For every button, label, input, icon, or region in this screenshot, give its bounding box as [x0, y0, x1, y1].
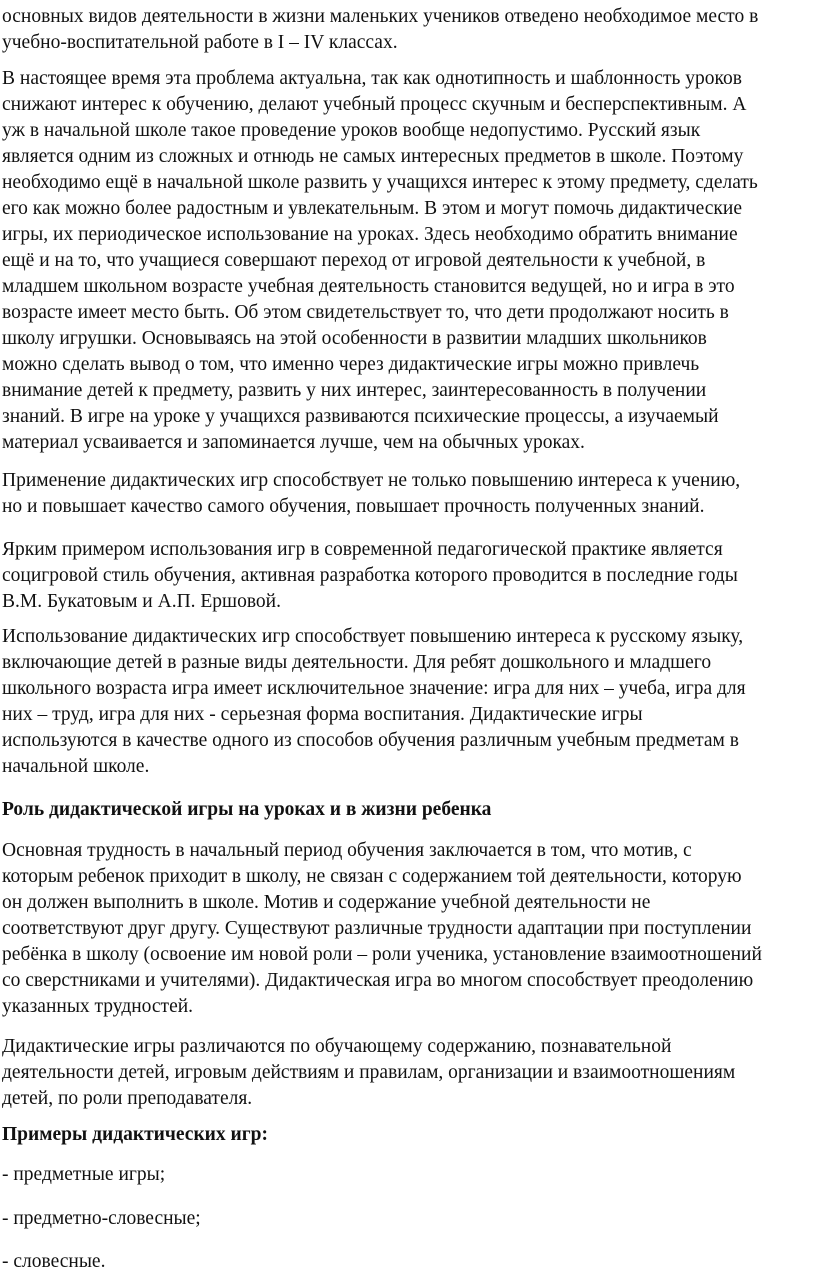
- paragraph-relevance: В настоящее время эта проблема актуальна, так как однотипность и шаблонность уроков снижают интерес к обучению, делают учебный процесс скучным и бесперспективным. А уж в начальной школе такое проведение уроков вообще недопустимо. Русский язык является одним из сложных и отнюдь не самых интересных предметов в школе. Поэтому необходимо ещё в начальной школе развить у учащихся интерес к этому предмету, сделать его как можно более радостным и увлекательным. В этом и могут помочь дидактические игры, их периодическое использование на уроках. Здесь необходимо обратить внимание ещё и на то, что учащиеся совершают переход от игровой деятельности к учебной, в младшем школьном возрасте учебная деятельность становится ведущей, но и игра в это возрасте имеет место быть. Об этом свидетельствует то, что дети продолжают носить в школу игрушки. Основываясь на этой особенности в развитии младших школьников можно сделать вывод о том, что именно через дидактические игры можно привлечь внимание детей к предмету, развить у них интерес, заинтересованность в получении знаний. В игре на уроке у учащихся развиваются психические процессы, а изучаемый материал усваивается и запоминается лучше, чем на обычных уроках.: [2, 68, 758, 453]
- paragraph-example: Ярким примером использования игр в современной педагогической практике является социгровой стиль обучения, активная разработка которого проводится в последние годы В.М. Букатовым и А.П. Ершовой.: [2, 539, 738, 612]
- section-heading-examples: Примеры дидактических игр:: [2, 1124, 268, 1145]
- paragraph-application: Применение дидактических игр способствует не только повышению интереса к учению, но и повышает качество самого обучения, повышает прочность полученных знаний.: [2, 470, 741, 517]
- paragraph-difficulty: Основная трудность в начальный период обучения заключается в том, что мотив, с которым ребенок приходит в школу, не связан с содержанием той деятельности, которую он должен выполнить в школе. Мотив и содержание учебной деятельности не соответствуют друг другу. Существуют различные трудности адаптации при поступлении ребёнка в школу (освоение им новой роли – роли ученика, установление взаимоотношений со сверстниками и учителями). Дидактическая игра во многом способствует преодолению указанных трудностей.: [2, 840, 762, 1017]
- section-heading-role: Роль дидактической игры на уроках и в жизни ребенка: [2, 799, 492, 820]
- paragraph-classification: Дидактические игры различаются по обучающему содержанию, познавательной деятельности детей, игровым действиям и правилам, организации и взаимоотношениям детей, по роли преподавателя.: [2, 1036, 736, 1109]
- paragraph-intro-continuation: основных видов деятельности в жизни маленьких учеников отведено необходимое место в учебно-воспитательной работе в I – IV классах.: [2, 6, 759, 53]
- list-item: - предметные игры;: [2, 1164, 166, 1185]
- list-item: - предметно-словесные;: [2, 1208, 201, 1229]
- list-item: - словесные.: [2, 1251, 106, 1272]
- paragraph-usage: Использование дидактических игр способствует повышению интереса к русскому языку, включающие детей в разные виды деятельности. Для ребят дошкольного и младшего школьного возраста игра имеет исключительное значение: игра для них – учеба, игра для них – труд, игра для них - серьезная форма воспитания. Дидактические игры используются в качестве одного из способов обучения различным учебным предметам в начальной школе.: [2, 626, 746, 777]
